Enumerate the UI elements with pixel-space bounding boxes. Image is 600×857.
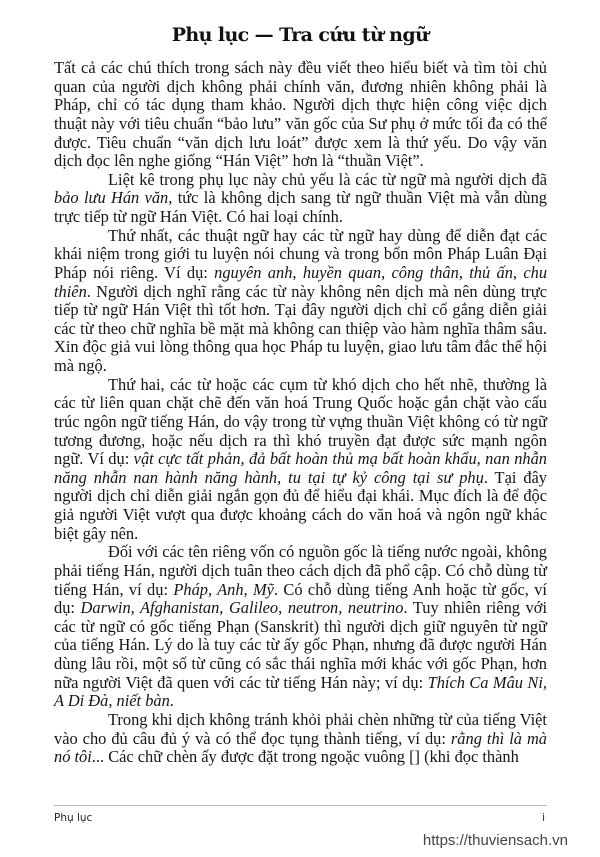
text-run: Thứ hai, các từ hoặc các cụm từ khó dịch cho hết nhẽ, thường là các từ liên quan chặt chẽ đến văn hoá Trung Quốc hoặc gắn chặt vào cấu trúc ngôn ngữ tiếng Hán, do vậy trong từ vựng thuần Việt không có từ ngữ tương đương, hoặc nếu dịch ra thì khó truyền đạt được sức mạnh ngôn ngữ. Ví dụ: (54, 374, 547, 469)
italic-term: nguyên anh (214, 262, 293, 282)
text-run: . Tuy nhiên riêng với các từ ngữ có gốc tiếng Phạn (Sanskrit) thì người dịch giữ nguyên từ ngữ của tiếng Hán. Lý do là tuy các từ ấy gốc Phạn, nhưng đã được người Hán dùng lâu rồi, một số từ cũng có sắc thái nghĩa mới khác với gốc Phạn, hơn nữa người Việt đã quen với các từ tiếng Hán này; ví dụ: (54, 598, 547, 692)
text-run: , (292, 262, 303, 282)
text-run: . Tại đây người dịch chỉ diễn giải ngắn gọn đủ để hiểu đại khái. Mục đích là để độc giả người Việt vượt qua được khoảng cách do văn hoá và ngôn ngữ khác biệt gây nên. (54, 467, 547, 543)
paragraph-insertions (54, 711, 547, 767)
paragraph-proper-names (54, 543, 547, 711)
text-run: Liệt kê trong phụ lục này chủ yếu là các từ ngữ mà người dịch đã (108, 169, 547, 189)
text-run: Tất cả các chú thích trong sách này đều viết theo hiểu biết và tìm tòi chủ quan của người dịch không phải chính văn, đương nhiên không phải là Pháp, chỉ có tác dụng tham khảo. Người dịch thực hiện công việc dịch thuật này với tiêu chuẩn “bảo lưu” văn gốc của Sư phụ ở mức tối đa có thể được. Tiêu chuẩn “văn dịch lưu loát” được xem là thứ yếu. Do vậy văn dịch đọc lên nghe giống “Hán Việt” hơn là “thuần Việt”. (54, 58, 547, 171)
footer-page-number: i (542, 812, 545, 824)
text-run: Đối với các tên riêng vốn có nguồn gốc là tiếng nước ngoài, không phải tiếng Hán, người dịch tuân theo cách dịch đã phổ cập. Có chỗ dùng từ tiếng Hán, ví dụ: (54, 542, 547, 599)
text-run: , (512, 262, 524, 282)
paragraph-first-type (54, 227, 547, 376)
text-run: , tức là không dịch sang từ ngữ thuần Việt mà vẫn dùng trực tiếp từ ngữ Hán Việt. Có hai loại chính. (54, 188, 547, 226)
text-run: Trong khi dịch không tránh khỏi phải chèn những từ của tiếng Việt vào cho đủ câu đủ ý và có thể đọc tụng thành tiếng, ví dụ: (54, 709, 547, 748)
text-run: ... Các chữ chèn ấy được đặt trong ngoặc vuông [] (khi đọc thành (91, 747, 519, 767)
italic-term: chu thiên (54, 262, 548, 301)
italic-term: Pháp, Anh, Mỹ (173, 579, 274, 599)
italic-term: thủ ấn (469, 262, 513, 282)
text-run: . Người dịch nghĩ rằng các từ này không nên dịch mà nên dùng trực tiếp từ ngữ Hán Việt thì tốt hơn. Tại đây người dịch chỉ cố gắng diễn giải các từ theo chữ nghĩa bề mặt mà không can thiệp vào hàm nghĩa thâm sâu. Xin độc giả vui lòng thông qua học Pháp tu luyện, giao lưu tâm đắc thể hội mà ngộ. (54, 281, 547, 375)
text-run: Thứ nhất, các thuật ngữ hay các từ ngữ hay dùng để diễn đạt các khái niệm trong giới tu luyện nói chung và trong bổn môn Pháp Luân Đại Pháp nói riêng. Ví dụ: (54, 225, 547, 282)
italic-term: huyền quan (302, 262, 382, 282)
italic-term: vật cực tất phản, đả bất hoàn thủ mạ bất hoàn khẩu, nan nhẫn năng nhẫn nan hành năng hành, tu tại tự kỷ công tại sư phụ (54, 449, 547, 487)
watermark-url[interactable]: https://thuviensach.vn (422, 832, 568, 849)
paragraph-second-type (54, 376, 547, 544)
text-run: . Có chỗ dùng tiếng Anh hoặc từ gốc, ví dụ: (54, 579, 547, 618)
footer-divider (54, 805, 547, 806)
italic-term: Thích Ca Mâu Ni, A Di Đà, niết bàn (54, 672, 548, 711)
paragraph-intro (54, 59, 547, 171)
text-run: , (381, 262, 392, 282)
body-text (54, 59, 547, 767)
text-run: , (458, 262, 470, 282)
footer-section-label: Phụ lục (54, 812, 93, 824)
text-run: . (169, 691, 174, 711)
paragraph-scope (54, 171, 547, 227)
italic-term: bảo lưu Hán văn (54, 188, 169, 208)
page-title: Phụ lục — Tra cứu từ ngữ (171, 24, 429, 46)
italic-term: Darwin, Afghanistan, Galileo, neutron, neutrino (80, 598, 404, 618)
italic-term: rằng thì là mà nó tôi (54, 728, 547, 767)
italic-term: công thân (391, 262, 459, 282)
